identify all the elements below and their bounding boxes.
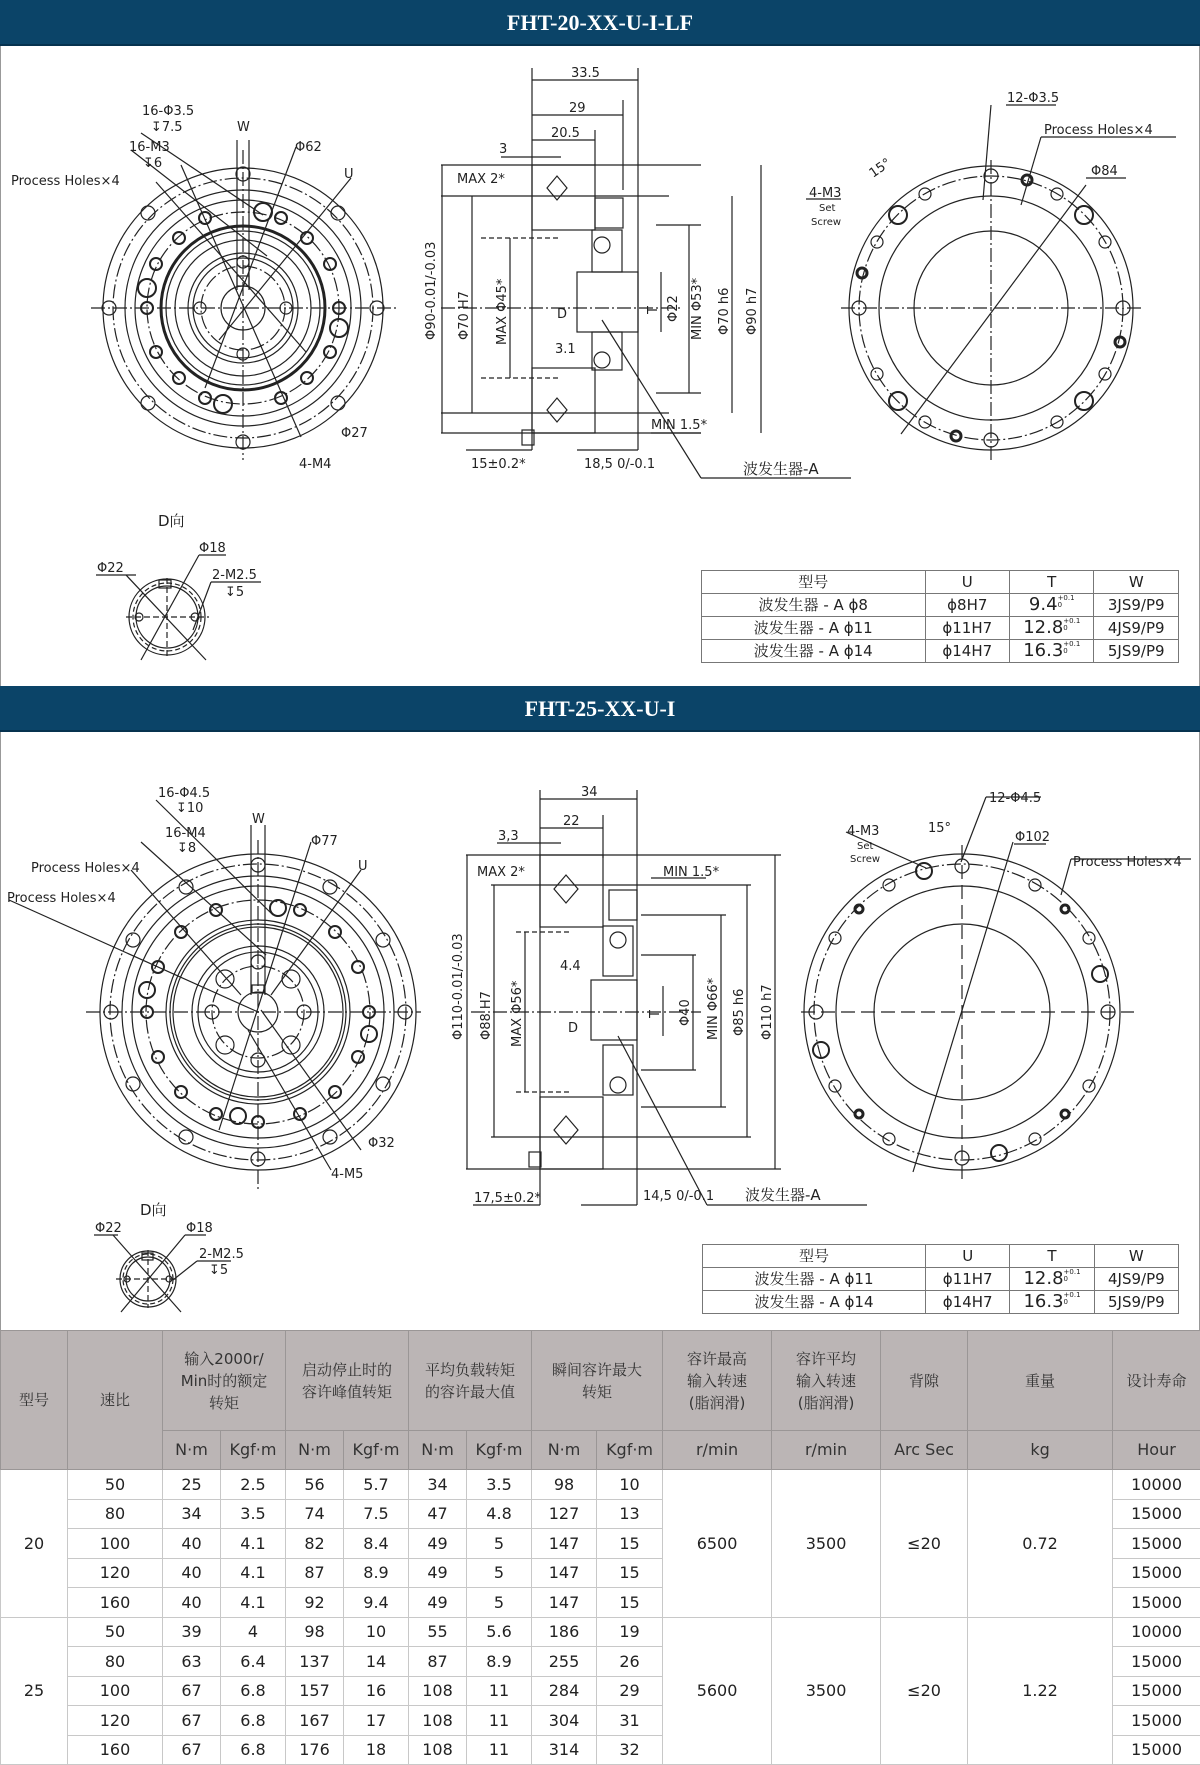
label-phi62: Φ62 xyxy=(295,140,322,155)
t-value: 16.3 xyxy=(1023,1291,1063,1312)
cell-value: 314 xyxy=(532,1735,597,1765)
dim-d: D xyxy=(557,307,567,322)
label-u: U xyxy=(358,859,368,874)
cell-value: 13 xyxy=(597,1499,663,1529)
cell-value: 5.7 xyxy=(344,1470,409,1500)
cell-value: 5.6 xyxy=(467,1617,532,1647)
t-tol-low: 0 xyxy=(1064,1298,1068,1306)
line: 平均负载转矩 xyxy=(425,1361,515,1379)
cell-value: 39 xyxy=(163,1617,221,1647)
cell-value: 3.5 xyxy=(467,1470,532,1500)
cell-value: 25 xyxy=(163,1470,221,1500)
cell-value: 147 xyxy=(532,1558,597,1588)
label-set: Set xyxy=(819,203,836,214)
cell-ratio: 80 xyxy=(68,1647,163,1677)
t-value: 12.8 xyxy=(1023,617,1063,638)
cell-value: 108 xyxy=(409,1706,467,1736)
section-title-fht-25: FHT-25-XX-U-I xyxy=(0,686,1200,732)
cell-value: 87 xyxy=(286,1558,344,1588)
cell-u: ϕ14H7 xyxy=(926,1291,1010,1314)
label-u: U xyxy=(344,167,354,182)
cell-value: 186 xyxy=(532,1617,597,1647)
cell-model: 20 xyxy=(1,1470,68,1618)
dim-3: 3 xyxy=(499,142,507,157)
line: 输入转速 xyxy=(687,1372,747,1390)
cell-value: 98 xyxy=(286,1617,344,1647)
t-tol-low: 0 xyxy=(1063,647,1067,655)
cell-avg-speed: 3500 xyxy=(772,1617,881,1765)
label-process-holes-2: Process Holes×4 xyxy=(7,891,116,906)
cell-value: 17 xyxy=(344,1706,409,1736)
label-set: Set xyxy=(857,841,874,852)
line: 容许最高 xyxy=(687,1350,747,1368)
cell-value: 108 xyxy=(409,1735,467,1765)
cell-life: 15000 xyxy=(1113,1647,1200,1677)
dim-min-1-5: MIN 1.5* xyxy=(651,418,708,433)
cell-ratio: 100 xyxy=(68,1529,163,1559)
header-rated-torque xyxy=(163,1331,286,1431)
cell-backlash: ≤20 xyxy=(881,1470,968,1618)
cell-value: 255 xyxy=(532,1647,597,1677)
dim-14-5: 14,5 0/-0.1 xyxy=(643,1189,714,1204)
dim-phi90-tol: Φ90-0.01/-0.03 xyxy=(424,242,439,340)
unit: Kgf·m xyxy=(597,1431,663,1470)
cell-value: 34 xyxy=(409,1470,467,1500)
cell-u: ϕ8H7 xyxy=(925,594,1009,617)
cell-w: 5JS9/P9 xyxy=(1094,1291,1178,1314)
label-depth-5: ↧5 xyxy=(209,1263,228,1278)
dim-max-2: MAX 2* xyxy=(477,865,525,880)
cell-u: ϕ11H7 xyxy=(925,617,1009,640)
t-tol-up: +0.1 xyxy=(1063,640,1080,648)
cell-model: 波发生器 - A ϕ11 xyxy=(702,617,926,640)
header-model: 型号 xyxy=(703,1245,926,1268)
header-t: T xyxy=(1010,1245,1094,1268)
label-depth-8: ↧8 xyxy=(177,841,196,856)
cell-value: 4.1 xyxy=(221,1558,286,1588)
cell-value: 4.1 xyxy=(221,1529,286,1559)
label-4-m3: 4-M3 xyxy=(809,186,841,201)
cell-weight: 1.22 xyxy=(968,1617,1113,1765)
cell-model: 波发生器 - A ϕ14 xyxy=(703,1291,926,1314)
cell-value: 127 xyxy=(532,1499,597,1529)
cell-value: 40 xyxy=(163,1588,221,1618)
cell-avg-speed: 3500 xyxy=(772,1470,881,1618)
label-phi27: Φ27 xyxy=(341,426,368,441)
cell-max-speed: 5600 xyxy=(663,1617,772,1765)
cell-life: 10000 xyxy=(1113,1617,1200,1647)
wave-generator-table-fht-20 xyxy=(701,570,1179,663)
dim-phi85-h6: Φ85 h6 xyxy=(732,989,747,1036)
header-u: U xyxy=(926,1245,1010,1268)
callout-wave-generator: 波发生器-A xyxy=(743,460,819,478)
label-depth-7-5: ↧7.5 xyxy=(151,120,183,135)
cell-model: 波发生器 - A ϕ14 xyxy=(702,640,926,663)
unit: r/min xyxy=(663,1431,772,1470)
cell-value: 98 xyxy=(532,1470,597,1500)
cell-t xyxy=(1010,1291,1094,1314)
cell-value: 9.4 xyxy=(344,1588,409,1618)
cell-value: 108 xyxy=(409,1676,467,1706)
cell-value: 11 xyxy=(467,1706,532,1736)
dim-phi110-tol: Φ110-0.01/-0.03 xyxy=(451,933,466,1040)
dim-phi70-h7: Φ70 H7 xyxy=(457,291,472,340)
header-avg-speed xyxy=(772,1331,881,1431)
cell-u: ϕ11H7 xyxy=(926,1268,1010,1291)
cell-value: 49 xyxy=(409,1529,467,1559)
cell-value: 5 xyxy=(467,1588,532,1618)
dim-20-5: 20.5 xyxy=(551,126,580,141)
cell-value: 157 xyxy=(286,1676,344,1706)
cell-value: 47 xyxy=(409,1499,467,1529)
label-12-phi3-5: 12-Φ3.5 xyxy=(1007,91,1059,106)
label-phi22: Φ22 xyxy=(97,561,124,576)
cell-w: 4JS9/P9 xyxy=(1094,1268,1178,1291)
dim-max-phi56: MAX Φ56* xyxy=(510,980,525,1047)
dim-max-2: MAX 2* xyxy=(457,172,505,187)
cell-ratio: 100 xyxy=(68,1676,163,1706)
label-4-m5: 4-M5 xyxy=(331,1167,363,1182)
cell-value: 5 xyxy=(467,1529,532,1559)
cell-value: 304 xyxy=(532,1706,597,1736)
header-life: 设计寿命 xyxy=(1113,1331,1200,1431)
cell-value: 4.1 xyxy=(221,1588,286,1618)
rear-view-fht-20 xyxy=(806,105,1176,460)
cell-value: 40 xyxy=(163,1558,221,1588)
header-w: W xyxy=(1094,1245,1178,1268)
cell-t xyxy=(1010,640,1094,663)
cell-value: 74 xyxy=(286,1499,344,1529)
dim-33-5: 33.5 xyxy=(571,66,600,81)
cell-w: 5JS9/P9 xyxy=(1094,640,1179,663)
label-process-holes-rear: Process Holes×4 xyxy=(1044,123,1153,138)
side-view-fht-25 xyxy=(466,790,867,1205)
unit: N·m xyxy=(163,1431,221,1470)
label-phi18: Φ18 xyxy=(186,1221,213,1236)
header-weight: 重量 xyxy=(968,1331,1113,1431)
t-tol-up: +0.1 xyxy=(1058,594,1075,602)
dim-min-1-5: MIN 1.5* xyxy=(663,865,720,880)
label-16-phi3-5: 16-Φ3.5 xyxy=(142,104,194,119)
cell-value: 6.8 xyxy=(221,1735,286,1765)
drawing-panel-fht-20 xyxy=(0,46,1200,686)
cell-value: 67 xyxy=(163,1735,221,1765)
cell-w: 4JS9/P9 xyxy=(1094,617,1179,640)
cell-value: 15 xyxy=(597,1558,663,1588)
line: (脂润滑) xyxy=(798,1394,855,1412)
wave-generator-table-fht-25 xyxy=(702,1244,1179,1314)
table-row xyxy=(702,640,1179,663)
dim-34: 34 xyxy=(581,785,598,800)
cell-value: 49 xyxy=(409,1558,467,1588)
table-row xyxy=(1,1617,1200,1647)
header-ratio: 速比 xyxy=(68,1331,163,1470)
label-w: W xyxy=(237,120,250,135)
cell-life: 10000 xyxy=(1113,1470,1200,1500)
dim-18-5: 18,5 0/-0.1 xyxy=(584,457,655,472)
cell-value: 49 xyxy=(409,1588,467,1618)
dim-phi70-h6: Φ70 h6 xyxy=(717,288,732,335)
cell-t xyxy=(1010,594,1094,617)
cell-value: 82 xyxy=(286,1529,344,1559)
cell-value: 15 xyxy=(597,1588,663,1618)
technical-drawing-fht-25 xyxy=(1,732,1200,1330)
line: 转矩 xyxy=(209,1394,239,1412)
header-peak-torque xyxy=(286,1331,409,1431)
label-16-m4: 16-M4 xyxy=(165,826,206,841)
dim-3-3: 3,3 xyxy=(498,829,519,844)
cell-max-speed: 6500 xyxy=(663,1470,772,1618)
cell-value: 29 xyxy=(597,1676,663,1706)
label-4-m3: 4-M3 xyxy=(847,824,879,839)
cell-value: 56 xyxy=(286,1470,344,1500)
t-tol-low: 0 xyxy=(1063,624,1067,632)
dim-15: 15±0.2* xyxy=(471,457,526,472)
cell-model: 波发生器 - A ϕ11 xyxy=(703,1268,926,1291)
cell-value: 176 xyxy=(286,1735,344,1765)
cell-model: 25 xyxy=(1,1617,68,1765)
cell-value: 15 xyxy=(597,1529,663,1559)
label-w: W xyxy=(252,812,265,827)
section-title-fht-20: FHT-20-XX-U-I-LF xyxy=(0,0,1200,46)
cell-life: 15000 xyxy=(1113,1735,1200,1765)
header-w: W xyxy=(1094,571,1179,594)
label-2-m2-5: 2-M2.5 xyxy=(212,568,257,583)
cell-value: 11 xyxy=(467,1676,532,1706)
line: 启动停止时的 xyxy=(302,1361,392,1379)
unit: Hour xyxy=(1113,1431,1200,1470)
dim-t: T xyxy=(648,1010,663,1019)
unit: N·m xyxy=(532,1431,597,1470)
side-view-fht-20 xyxy=(441,68,851,478)
cell-value: 167 xyxy=(286,1706,344,1736)
line: 的容许最大值 xyxy=(425,1383,515,1401)
cell-w: 3JS9/P9 xyxy=(1094,594,1179,617)
unit: r/min xyxy=(772,1431,881,1470)
d-view-title: D向 xyxy=(140,1201,167,1219)
t-value: 16.3 xyxy=(1023,640,1063,661)
t-tol-up: +0.1 xyxy=(1063,617,1080,625)
cell-value: 6.4 xyxy=(221,1647,286,1677)
cell-ratio: 80 xyxy=(68,1499,163,1529)
unit: Kgf·m xyxy=(221,1431,286,1470)
unit: kg xyxy=(968,1431,1113,1470)
header-t: T xyxy=(1010,571,1094,594)
cell-value: 4 xyxy=(221,1617,286,1647)
dim-phi110-h7: Φ110 h7 xyxy=(760,984,775,1040)
cell-ratio: 50 xyxy=(68,1617,163,1647)
cell-value: 4.8 xyxy=(467,1499,532,1529)
label-phi77: Φ77 xyxy=(311,834,338,849)
table-row xyxy=(703,1268,1179,1291)
cell-life: 15000 xyxy=(1113,1529,1200,1559)
cell-ratio: 120 xyxy=(68,1558,163,1588)
label-15-deg: 15° xyxy=(928,821,951,836)
cell-u: ϕ14H7 xyxy=(925,640,1009,663)
label-2-m2-5: 2-M2.5 xyxy=(199,1247,244,1262)
cell-value: 8.9 xyxy=(467,1647,532,1677)
line: 输入2000r/ xyxy=(184,1350,263,1368)
header-model: 型号 xyxy=(702,571,926,594)
table-row xyxy=(1,1470,1200,1500)
unit: Arc Sec xyxy=(881,1431,968,1470)
cell-ratio: 50 xyxy=(68,1470,163,1500)
dim-max-phi45: MAX Φ45* xyxy=(495,278,510,345)
cell-life: 15000 xyxy=(1113,1588,1200,1618)
header-avg-torque xyxy=(409,1331,532,1431)
label-depth-6: ↧6 xyxy=(143,156,162,171)
dim-t: T xyxy=(646,306,661,315)
cell-value: 3.5 xyxy=(221,1499,286,1529)
line: 瞬间容许最大 xyxy=(552,1361,642,1379)
units-row xyxy=(1,1431,1200,1470)
cell-value: 147 xyxy=(532,1529,597,1559)
label-12-phi4-5: 12-Φ4.5 xyxy=(989,791,1041,806)
header-u: U xyxy=(925,571,1009,594)
cell-value: 6.8 xyxy=(221,1706,286,1736)
cell-value: 6.8 xyxy=(221,1676,286,1706)
line: 容许峰值转矩 xyxy=(302,1383,392,1401)
drawing-panel-fht-25 xyxy=(0,732,1200,1330)
dim-3-1: 3.1 xyxy=(555,342,576,357)
dim-phi40: Φ40 xyxy=(678,999,693,1026)
cell-value: 16 xyxy=(344,1676,409,1706)
line: 输入转速 xyxy=(796,1372,856,1390)
t-tol-low: 0 xyxy=(1064,1275,1068,1283)
callout-wave-generator: 波发生器-A xyxy=(745,1186,821,1204)
label-depth-10: ↧10 xyxy=(176,801,203,816)
header-model: 型号 xyxy=(1,1331,68,1470)
label-phi32: Φ32 xyxy=(368,1136,395,1151)
cell-value: 14 xyxy=(344,1647,409,1677)
cell-model: 波发生器 - A ϕ8 xyxy=(702,594,926,617)
cell-life: 15000 xyxy=(1113,1558,1200,1588)
cell-value: 2.5 xyxy=(221,1470,286,1500)
table-row xyxy=(702,594,1179,617)
cell-value: 8.9 xyxy=(344,1558,409,1588)
unit: N·m xyxy=(286,1431,344,1470)
cell-value: 87 xyxy=(409,1647,467,1677)
cell-ratio: 160 xyxy=(68,1735,163,1765)
t-tol-up: +0.1 xyxy=(1064,1291,1081,1299)
dim-phi22: Φ22 xyxy=(666,295,681,322)
cell-value: 40 xyxy=(163,1529,221,1559)
t-tol-up: +0.1 xyxy=(1064,1268,1081,1276)
label-screw: Screw xyxy=(850,854,880,865)
header-max-speed xyxy=(663,1331,772,1431)
cell-weight: 0.72 xyxy=(968,1470,1113,1618)
header-backlash: 背隙 xyxy=(881,1331,968,1431)
label-phi84: Φ84 xyxy=(1091,164,1118,179)
cell-life: 15000 xyxy=(1113,1706,1200,1736)
unit: N·m xyxy=(409,1431,467,1470)
cell-value: 10 xyxy=(597,1470,663,1500)
dim-min-phi66: MIN Φ66* xyxy=(706,977,721,1040)
cell-value: 67 xyxy=(163,1676,221,1706)
cell-value: 8.4 xyxy=(344,1529,409,1559)
t-value: 9.4 xyxy=(1029,594,1058,615)
label-process-holes: Process Holes×4 xyxy=(11,174,120,189)
cell-backlash: ≤20 xyxy=(881,1617,968,1765)
cell-value: 63 xyxy=(163,1647,221,1677)
line: 转矩 xyxy=(582,1383,612,1401)
label-15-deg: 15° xyxy=(867,156,894,182)
label-16-phi4-5: 16-Φ4.5 xyxy=(158,786,210,801)
cell-t xyxy=(1010,1268,1094,1291)
label-depth-5: ↧5 xyxy=(225,585,244,600)
cell-value: 147 xyxy=(532,1588,597,1618)
cell-value: 67 xyxy=(163,1706,221,1736)
unit: Kgf·m xyxy=(467,1431,532,1470)
dim-d: D xyxy=(568,1021,578,1036)
label-phi22: Φ22 xyxy=(95,1221,122,1236)
dim-phi90-h7: Φ90 h7 xyxy=(745,288,760,335)
specification-table xyxy=(0,1330,1200,1765)
cell-value: 137 xyxy=(286,1647,344,1677)
cell-value: 34 xyxy=(163,1499,221,1529)
dim-phi88-h7: Φ88 H7 xyxy=(479,991,494,1040)
dim-17-5: 17,5±0.2* xyxy=(474,1191,542,1206)
cell-value: 5 xyxy=(467,1558,532,1588)
cell-value: 31 xyxy=(597,1706,663,1736)
header-momentary-torque xyxy=(532,1331,663,1431)
cell-value: 32 xyxy=(597,1735,663,1765)
cell-t xyxy=(1010,617,1094,640)
cell-value: 92 xyxy=(286,1588,344,1618)
line: 容许平均 xyxy=(796,1350,856,1368)
line: Min时的额定 xyxy=(181,1372,268,1390)
cell-value: 10 xyxy=(344,1617,409,1647)
label-4-m4: 4-M4 xyxy=(299,457,331,472)
cell-value: 7.5 xyxy=(344,1499,409,1529)
dim-4-4: 4.4 xyxy=(560,959,581,974)
t-tol-low: 0 xyxy=(1058,601,1062,609)
label-process-holes-rear: Process Holes×4 xyxy=(1073,855,1182,870)
dim-29: 29 xyxy=(569,101,586,116)
label-phi102: Φ102 xyxy=(1015,830,1050,845)
label-phi18: Φ18 xyxy=(199,541,226,556)
line: (脂润滑) xyxy=(689,1394,746,1412)
cell-value: 18 xyxy=(344,1735,409,1765)
unit: Kgf·m xyxy=(344,1431,409,1470)
cell-value: 11 xyxy=(467,1735,532,1765)
table-row xyxy=(702,617,1179,640)
cell-life: 15000 xyxy=(1113,1676,1200,1706)
cell-ratio: 160 xyxy=(68,1588,163,1618)
cell-value: 55 xyxy=(409,1617,467,1647)
dim-min-phi53: MIN Φ53* xyxy=(690,277,705,340)
t-value: 12.8 xyxy=(1023,1268,1063,1289)
cell-value: 19 xyxy=(597,1617,663,1647)
d-view-title: D向 xyxy=(158,512,185,530)
cell-value: 284 xyxy=(532,1676,597,1706)
cell-ratio: 120 xyxy=(68,1706,163,1736)
label-screw: Screw xyxy=(811,217,841,228)
cell-life: 15000 xyxy=(1113,1499,1200,1529)
label-process-holes-1: Process Holes×4 xyxy=(31,861,140,876)
dim-22: 22 xyxy=(563,814,580,829)
spec-table-body xyxy=(1,1470,1200,1765)
label-16-m3: 16-M3 xyxy=(129,140,170,155)
table-row xyxy=(703,1291,1179,1314)
cell-value: 26 xyxy=(597,1647,663,1677)
